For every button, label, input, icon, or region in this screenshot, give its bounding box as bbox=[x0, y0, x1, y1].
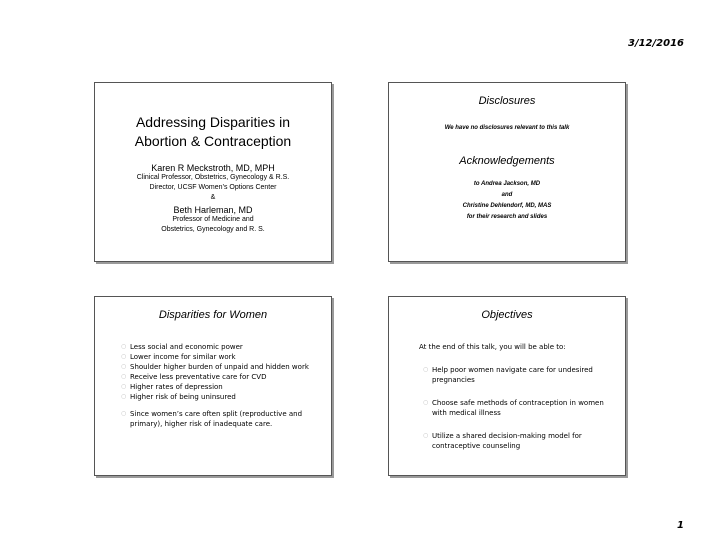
circle-bullet-icon: ○ bbox=[423, 432, 429, 439]
acknowledgements-heading: Acknowledgements bbox=[459, 155, 555, 167]
circle-bullet-icon: ○ bbox=[121, 363, 127, 370]
list-item: ○ Higher rates of depression bbox=[121, 383, 223, 391]
slide-disclosures bbox=[388, 82, 626, 262]
circle-bullet-icon: ○ bbox=[121, 410, 127, 417]
author1-name: Karen R Meckstroth, MD, MPH bbox=[151, 163, 275, 173]
ack-line: and bbox=[501, 192, 513, 198]
disparities-title: Disparities for Women bbox=[158, 309, 268, 321]
author2-position: Obstetrics, Gynecology and R. S. bbox=[161, 226, 265, 233]
circle-bullet-icon: ○ bbox=[121, 343, 127, 350]
circle-bullet-icon: ○ bbox=[121, 383, 127, 390]
acknowledgements-text bbox=[389, 179, 625, 223]
author2-name: Beth Harleman, MD bbox=[173, 205, 253, 215]
ampersand: & bbox=[210, 194, 216, 201]
circle-bullet-icon: ○ bbox=[121, 373, 127, 380]
disclosures-heading: Disclosures bbox=[478, 95, 536, 107]
title-line-1: Addressing Disparities in bbox=[135, 114, 291, 130]
list-item: ○ Receive less preventative care for CVD bbox=[121, 373, 267, 381]
list-item: ○ Help poor women navigate care for undesired pregnancies bbox=[423, 366, 593, 384]
list-item: ○ Less social and economic power bbox=[121, 343, 243, 351]
circle-bullet-icon: ○ bbox=[423, 366, 429, 373]
handout-date: 3/12/2016 bbox=[627, 38, 684, 49]
list-item: ○ Choose safe methods of contraception in women with medical illness bbox=[423, 399, 604, 417]
title-line-2: Abortion & Contraception bbox=[134, 133, 292, 149]
ack-line: Christine Dehlendorf, MD, MAS bbox=[462, 203, 552, 209]
slide-objectives bbox=[388, 296, 626, 476]
objectives-title: Objectives bbox=[481, 309, 533, 321]
disparities-list bbox=[117, 342, 317, 429]
slide-main-title bbox=[95, 113, 331, 151]
circle-bullet-icon: ○ bbox=[423, 399, 429, 406]
ack-line: to Andrea Jackson, MD bbox=[473, 181, 541, 187]
page-number: 1 bbox=[677, 520, 684, 531]
author2-title: Professor of Medicine and bbox=[172, 216, 254, 223]
author1-position: Director, UCSF Women’s Options Center bbox=[149, 184, 277, 191]
ack-line: for their research and slides bbox=[466, 214, 548, 220]
disclosure-text: We have no disclosures relevant to this talk bbox=[444, 125, 570, 131]
list-item: ○ Lower income for similar work bbox=[121, 353, 236, 361]
list-item: ○ Shoulder higher burden of unpaid and hidden work bbox=[121, 363, 309, 371]
slide-title-page bbox=[94, 82, 332, 262]
objectives-list bbox=[419, 365, 613, 451]
author1-title: Clinical Professor, Obstetrics, Gynecology & R.S. bbox=[136, 174, 290, 181]
list-item: ○ Since women’s care often split (reproductive and primary), higher risk of inadequate care. bbox=[121, 410, 303, 428]
slide-disparities bbox=[94, 296, 332, 476]
list-item: ○ Higher risk of being uninsured bbox=[121, 393, 236, 401]
circle-bullet-icon: ○ bbox=[121, 393, 127, 400]
objectives-intro: At the end of this talk, you will be able to: bbox=[419, 343, 566, 351]
list-item: ○ Utilize a shared decision-making model for contraceptive counseling bbox=[423, 432, 582, 450]
circle-bullet-icon: ○ bbox=[121, 353, 127, 360]
